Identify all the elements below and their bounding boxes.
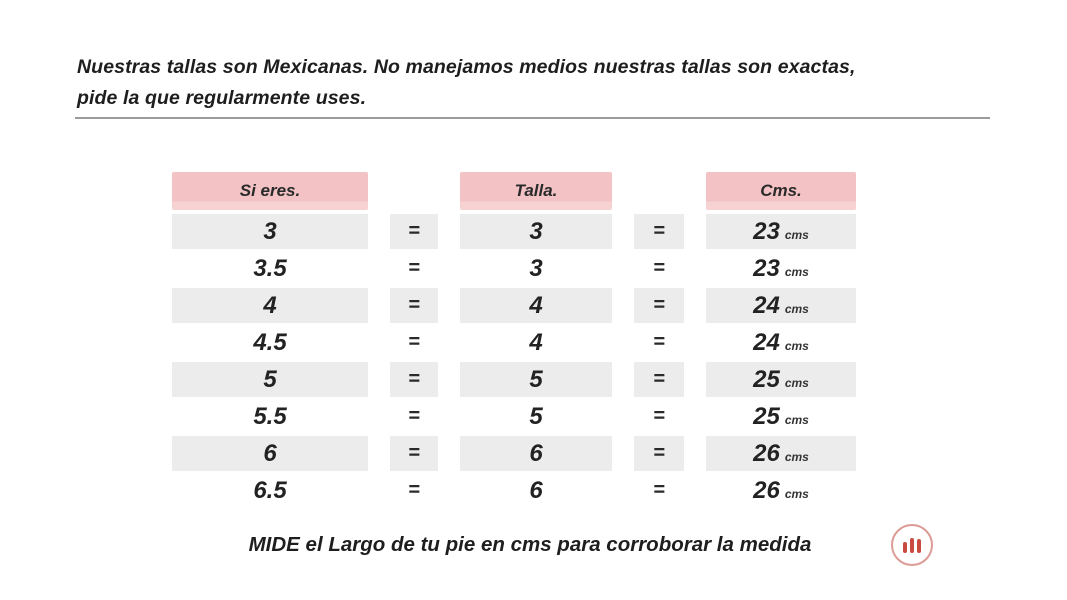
logo-bar	[903, 542, 907, 553]
cell-si-eres: 5.5	[253, 403, 287, 430]
header-spacer	[390, 172, 438, 210]
equals-sign: =	[408, 257, 420, 279]
logo-bar	[917, 539, 921, 553]
cms-unit-label: cms	[784, 228, 809, 242]
footer-note: MIDE el Largo de tu pie en cms para corroborar la medida	[248, 533, 812, 556]
size-conversion-table	[172, 172, 856, 510]
table-row	[172, 362, 856, 397]
equals-sign: =	[634, 288, 684, 323]
equals-sign: =	[408, 405, 420, 427]
table-row	[172, 436, 856, 471]
intro-line-2: pide la que regularmente uses.	[77, 87, 367, 109]
cell-talla: 3	[529, 255, 543, 282]
cms-unit-label: cms	[784, 376, 809, 390]
cell-talla: 5	[460, 362, 612, 397]
equals-sign: =	[390, 214, 438, 249]
equals-sign: =	[390, 288, 438, 323]
header-spacer	[634, 172, 684, 210]
logo-bar	[910, 538, 914, 553]
cell-si-eres: 5	[172, 362, 368, 397]
equals-sign: =	[653, 479, 665, 501]
cell-cms	[706, 436, 856, 471]
table-row	[172, 325, 856, 360]
cell-si-eres: 6	[172, 436, 368, 471]
cms-value: 23	[753, 255, 780, 282]
cell-talla: 6	[460, 436, 612, 471]
cms-unit-label: cms	[784, 265, 809, 279]
cms-unit-label: cms	[784, 339, 809, 353]
cell-talla: 4	[529, 329, 543, 356]
cell-cms	[706, 362, 856, 397]
equals-sign: =	[634, 362, 684, 397]
cell-cms	[706, 325, 856, 360]
cell-si-eres: 3	[172, 214, 368, 249]
cms-value: 26	[753, 477, 780, 504]
equals-sign: =	[634, 214, 684, 249]
cms-unit-label: cms	[784, 413, 809, 427]
equals-sign: =	[653, 257, 665, 279]
cms-value: 25	[753, 403, 780, 430]
cell-cms	[706, 473, 856, 508]
header-cms: Cms.	[706, 172, 856, 210]
table-row	[172, 214, 856, 249]
cms-value: 26	[753, 440, 780, 467]
cell-talla: 3	[460, 214, 612, 249]
cell-si-eres: 6.5	[253, 477, 287, 504]
equals-sign: =	[653, 405, 665, 427]
equals-sign: =	[653, 331, 665, 353]
table-row	[172, 473, 856, 508]
equals-sign: =	[408, 331, 420, 353]
cell-cms	[706, 251, 856, 286]
intro-text	[77, 52, 855, 114]
header-talla: Talla.	[460, 172, 612, 210]
cms-unit-label: cms	[784, 487, 809, 501]
cell-si-eres: 4.5	[253, 329, 287, 356]
cms-unit-label: cms	[784, 450, 809, 464]
cell-cms	[706, 288, 856, 323]
cell-talla: 6	[529, 477, 543, 504]
cms-value: 24	[753, 329, 780, 356]
table-body	[172, 214, 856, 508]
equals-sign: =	[634, 436, 684, 471]
cms-value: 25	[753, 366, 780, 393]
equals-sign: =	[390, 362, 438, 397]
intro-line-1: Nuestras tallas son Mexicanas. No manejamos medios nuestras tallas son exactas,	[77, 56, 856, 78]
cell-si-eres: 3.5	[253, 255, 287, 282]
table-row	[172, 288, 856, 323]
equals-sign: =	[408, 479, 420, 501]
equals-sign: =	[390, 436, 438, 471]
cell-talla: 4	[460, 288, 612, 323]
cell-talla: 5	[529, 403, 543, 430]
table-row	[172, 251, 856, 286]
cms-value: 24	[753, 292, 780, 319]
header-si-eres: Si eres.	[172, 172, 368, 210]
table-row	[172, 399, 856, 434]
cell-cms	[706, 214, 856, 249]
brand-logo-icon	[891, 524, 933, 566]
divider-line	[75, 117, 990, 119]
cms-unit-label: cms	[784, 302, 809, 316]
cell-si-eres: 4	[172, 288, 368, 323]
cms-value: 23	[753, 218, 780, 245]
cell-cms	[706, 399, 856, 434]
table-header-row	[172, 172, 856, 210]
